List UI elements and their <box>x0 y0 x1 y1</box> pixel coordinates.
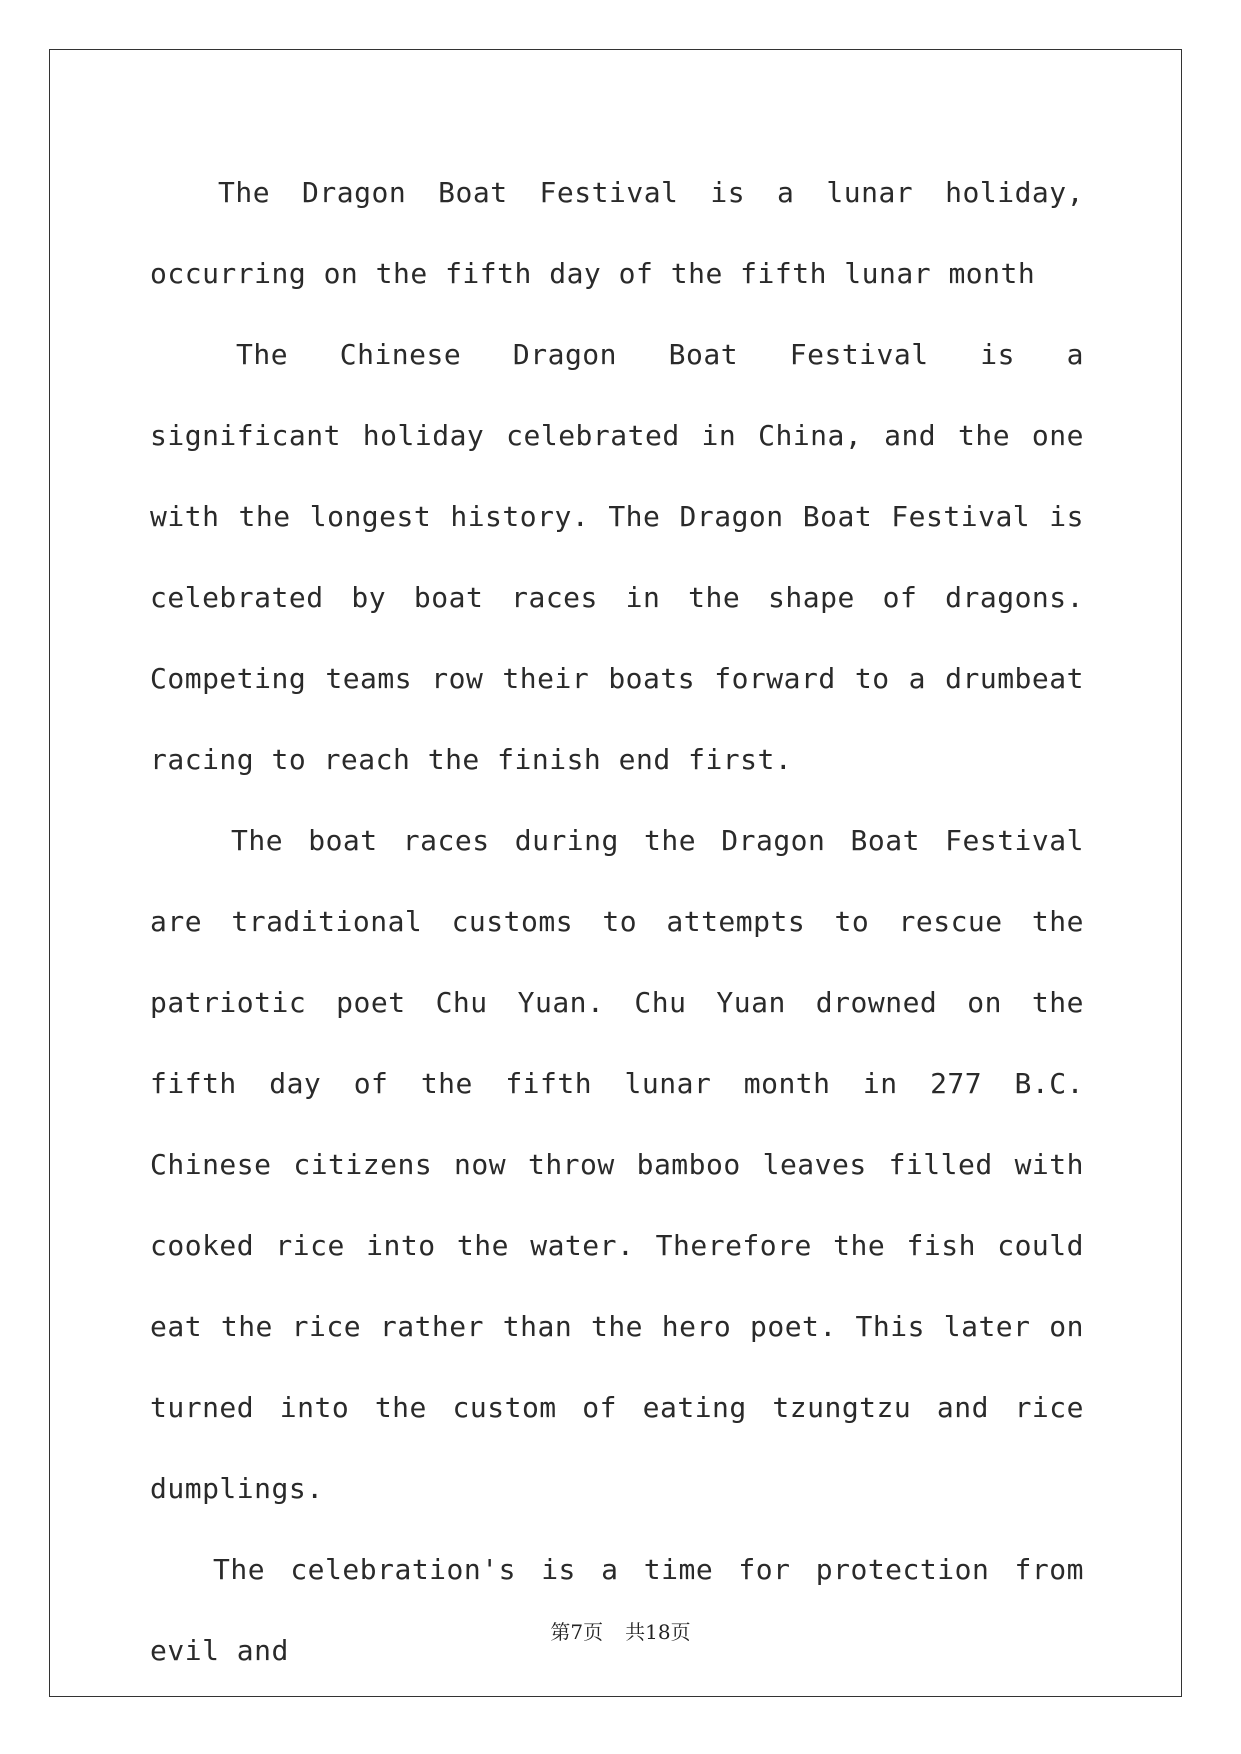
page-footer <box>0 1616 1241 1645</box>
page-total: 共18页 <box>625 1620 691 1644</box>
paragraph-history: The Chinese Dragon Boat Festival is a significant holiday celebrated in China, and the one with the longest history. The Dragon Boat Festival is celebrated by boat races in the shape of dragons. Competing teams row their boats forward to a drumbeat racing to reach the finish end first. <box>150 338 1084 776</box>
paragraph-boat-races: The boat races during the Dragon Boat Festival are traditional customs to attempts to rescue the patriotic poet Chu Yuan. Chu Yuan drowned on the fifth day of the fifth lunar month in 277 B.C. Chinese citizens now throw bamboo leaves filled with cooked rice into the water. Therefore the fish could eat the rice rather than the hero poet. This later on turned into the custom of eating tzungtzu and rice dumplings. <box>150 824 1084 1505</box>
paragraph-celebration: The celebration's is a time for protection from evil and <box>150 1553 1084 1667</box>
page-number: 第7页 <box>550 1620 604 1644</box>
document-body <box>150 152 1084 1691</box>
paragraph-intro: The Dragon Boat Festival is a lunar holiday, occurring on the fifth day of the fifth lunar month <box>150 176 1084 290</box>
